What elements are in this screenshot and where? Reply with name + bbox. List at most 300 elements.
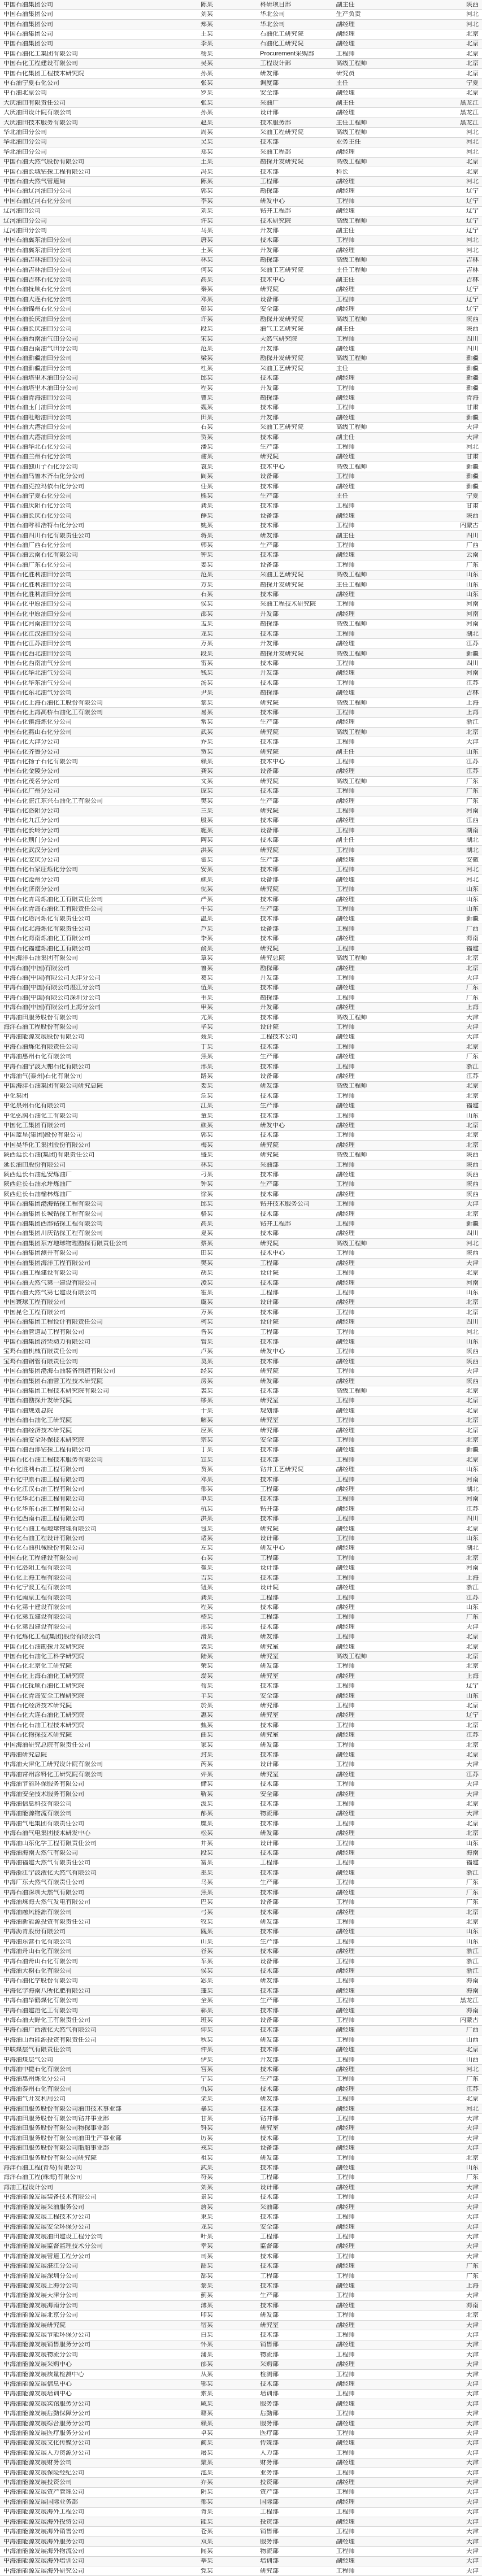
department-cell: 工程部 bbox=[260, 2509, 279, 2516]
region-cell: 天津 bbox=[466, 1201, 479, 1208]
table-row bbox=[0, 1003, 482, 1012]
table-row bbox=[0, 1033, 482, 1042]
region-cell: 天津 bbox=[466, 2518, 479, 2525]
contact-cell: 阴某 bbox=[201, 2489, 213, 2496]
position-cell: 高级工程师 bbox=[336, 955, 367, 962]
position-cell: 副经理 bbox=[336, 2145, 355, 2152]
region-cell: 陕西 bbox=[466, 1250, 479, 1257]
position-cell: 副经理 bbox=[336, 916, 355, 923]
position-cell: 副经理 bbox=[336, 31, 355, 37]
contact-cell: 周某 bbox=[201, 129, 213, 136]
region-cell: 新疆 bbox=[466, 1447, 479, 1454]
position-cell: 工程师 bbox=[336, 2312, 355, 2319]
company-cell: 中国石化广州分公司 bbox=[3, 788, 59, 795]
region-cell: 北京 bbox=[466, 1702, 479, 1709]
company-cell: 中海油能源发展保险经纪公司 bbox=[3, 2469, 84, 2476]
position-cell: 副经理 bbox=[336, 21, 355, 28]
company-cell: 中国海油研究总院有限责任公司 bbox=[3, 1742, 90, 1748]
region-cell: 天津 bbox=[466, 2548, 479, 2555]
company-cell: 中国石油天然气管道局 bbox=[3, 179, 66, 185]
contact-cell: 詹某 bbox=[201, 2204, 213, 2211]
department-cell: 采购部 bbox=[260, 2361, 279, 2368]
position-cell: 副经理 bbox=[336, 247, 355, 254]
region-cell: 河北 bbox=[466, 443, 479, 450]
table-row bbox=[0, 2537, 482, 2547]
table-row bbox=[0, 521, 482, 531]
company-cell: 中海油能源发展研究院 bbox=[3, 2322, 66, 2329]
region-cell: 浙江 bbox=[466, 1063, 479, 1070]
position-cell: 生产负责 bbox=[336, 11, 361, 18]
company-cell: 中国石油工程建设有限公司 bbox=[3, 1270, 78, 1277]
contact-cell: 石某 bbox=[201, 1555, 213, 1561]
department-cell: 设计院 bbox=[260, 1270, 279, 1277]
contact-cell: 宣某 bbox=[201, 1456, 213, 1463]
position-cell: 高级工程师 bbox=[336, 1387, 367, 1394]
contact-cell: 党某 bbox=[201, 2568, 213, 2574]
department-cell: 技术部 bbox=[260, 2027, 279, 2034]
company-cell: 中海油大榭石化有限公司 bbox=[3, 1968, 72, 1974]
contact-cell: 贺某 bbox=[201, 749, 213, 755]
position-cell: 工程师 bbox=[336, 945, 355, 952]
table-row bbox=[0, 1564, 482, 1573]
department-cell: 技术部 bbox=[260, 2194, 279, 2201]
region-cell: 上海 bbox=[466, 1004, 479, 1011]
contact-cell: 厉某 bbox=[201, 2135, 213, 2142]
position-cell: 工程师 bbox=[336, 1574, 355, 1581]
position-cell: 高级工程师 bbox=[336, 159, 367, 166]
region-cell: 天津 bbox=[466, 2410, 479, 2417]
company-cell: 中海油能源物流有限公司 bbox=[3, 1811, 72, 1817]
company-cell: 中国石化金陵分公司 bbox=[3, 768, 59, 775]
table-row bbox=[0, 2075, 482, 2085]
company-cell: 陕西延长石油(集团)有限责任公司 bbox=[3, 1152, 95, 1159]
company-cell: 华北油田分公司 bbox=[3, 149, 47, 155]
table-row bbox=[0, 40, 482, 49]
region-cell: 天津 bbox=[466, 2331, 479, 2338]
contact-cell: 龙某 bbox=[201, 630, 213, 637]
position-cell: 副经理 bbox=[336, 414, 355, 421]
department-cell: 技术部 bbox=[260, 2331, 279, 2338]
department-cell: 设备部 bbox=[260, 1899, 279, 1906]
company-cell: 中海油惠州炼化分公司 bbox=[3, 2076, 66, 2083]
position-cell: 副经理 bbox=[336, 2047, 355, 2053]
contact-cell: 高某 bbox=[201, 1221, 213, 1228]
region-cell: 湖北 bbox=[466, 630, 479, 637]
region-cell: 北京 bbox=[466, 1270, 479, 1277]
company-cell: 中国石化青岛石油化工有限责任公司 bbox=[3, 906, 103, 913]
region-cell: 河南 bbox=[466, 670, 479, 677]
company-cell: 中石化南京工程有限公司 bbox=[3, 1594, 72, 1601]
table-row bbox=[0, 816, 482, 826]
region-cell: 河南 bbox=[466, 611, 479, 617]
contact-cell: 钟某 bbox=[201, 1181, 213, 1188]
contact-cell: 宿某 bbox=[201, 2322, 213, 2329]
table-row bbox=[0, 207, 482, 216]
department-cell: 技术部 bbox=[260, 1909, 279, 1916]
position-cell: 副经理 bbox=[336, 1565, 355, 1572]
company-cell: 中海油舟山石化有限公司 bbox=[3, 1948, 72, 1955]
contact-cell: 侯某 bbox=[201, 1968, 213, 1974]
position-cell: 工程师 bbox=[336, 237, 355, 244]
table-row bbox=[0, 226, 482, 236]
company-cell: 中国石化福建炼油化工有限公司 bbox=[3, 945, 90, 952]
contact-cell: 蔡某 bbox=[201, 1240, 213, 1247]
company-cell: 中国石油集团济柴动力有限公司 bbox=[3, 1338, 90, 1345]
company-cell: 中国石油玉门油田分公司 bbox=[3, 404, 72, 411]
position-cell: 高级工程师 bbox=[336, 257, 367, 264]
company-cell: 中石化宁波工程有限公司 bbox=[3, 1585, 72, 1591]
table-row bbox=[0, 1317, 482, 1327]
department-cell: 技术部 bbox=[260, 1496, 279, 1503]
position-cell: 副经理 bbox=[336, 1752, 355, 1759]
contact-cell: 芮某 bbox=[201, 1761, 213, 1768]
contact-cell: 莘某 bbox=[201, 2558, 213, 2565]
region-cell: 河北 bbox=[466, 237, 479, 244]
position-cell: 工程师 bbox=[336, 2194, 355, 2201]
department-cell: 研究室 bbox=[260, 2322, 279, 2329]
department-cell: 设计院 bbox=[260, 1585, 279, 1591]
company-cell: 中海油能源发展海外投资公司 bbox=[3, 2518, 84, 2525]
table-row bbox=[0, 2173, 482, 2183]
position-cell: 高级工程师 bbox=[336, 1152, 367, 1159]
contact-cell: 郑某 bbox=[201, 21, 213, 28]
table-row bbox=[0, 59, 482, 68]
table-row bbox=[0, 236, 482, 246]
table-row bbox=[0, 2281, 482, 2291]
region-cell: 北京 bbox=[466, 159, 479, 166]
contact-cell: 尹某 bbox=[201, 690, 213, 697]
company-cell: 中国石油塔里木油田分公司 bbox=[3, 385, 78, 391]
table-row bbox=[0, 364, 482, 373]
position-cell: 工程师 bbox=[336, 994, 355, 1001]
position-cell: 副经理 bbox=[336, 1427, 355, 1434]
contact-cell: 刘某 bbox=[201, 2184, 213, 2191]
department-cell: 勘探开发研究院 bbox=[260, 650, 304, 657]
contact-cell: 林某 bbox=[201, 257, 213, 264]
table-row bbox=[0, 2016, 482, 2025]
position-cell: 副经理 bbox=[336, 719, 355, 726]
region-cell: 天津 bbox=[466, 1368, 479, 1375]
company-cell: 中海油能源发展海外工程公司 bbox=[3, 2509, 84, 2516]
contact-cell: 龚某 bbox=[201, 768, 213, 775]
position-cell: 工程师 bbox=[336, 2469, 355, 2476]
contact-cell: 钱某 bbox=[201, 670, 213, 677]
department-cell: 生产部 bbox=[260, 1879, 279, 1886]
region-cell: 河北 bbox=[466, 867, 479, 873]
position-cell: 副经理 bbox=[336, 670, 355, 677]
company-cell: 中海石油(中国)有限公司湛江分公司 bbox=[3, 985, 101, 991]
region-cell: 河北 bbox=[466, 21, 479, 28]
region-cell: 山东 bbox=[466, 1929, 479, 1935]
region-cell: 新疆 bbox=[466, 355, 479, 362]
contact-cell: 邓某 bbox=[201, 1476, 213, 1483]
table-row bbox=[0, 2026, 482, 2035]
position-cell: 副经理 bbox=[336, 1968, 355, 1974]
department-cell: 研究院 bbox=[260, 778, 279, 785]
contact-cell: 束某 bbox=[201, 2214, 213, 2221]
region-cell: 辽宁 bbox=[466, 1712, 479, 1719]
contact-cell: 干某 bbox=[201, 1407, 213, 1414]
department-cell: 技术部 bbox=[260, 1820, 279, 1827]
position-cell: 工程师 bbox=[336, 1250, 355, 1257]
table-row bbox=[0, 2547, 482, 2556]
table-row bbox=[0, 2517, 482, 2527]
department-cell: 钻井部 bbox=[260, 2116, 279, 2122]
contact-cell: 范某 bbox=[201, 345, 213, 352]
table-row bbox=[0, 885, 482, 895]
department-cell: 设计部 bbox=[260, 110, 279, 116]
department-cell: 技术中心 bbox=[260, 1250, 285, 1257]
table-row bbox=[0, 452, 482, 462]
contact-cell: 陈某 bbox=[201, 1, 213, 8]
position-cell: 工程师 bbox=[336, 1663, 355, 1670]
position-cell: 工程师 bbox=[336, 827, 355, 834]
table-row bbox=[0, 2448, 482, 2458]
table-row bbox=[0, 1357, 482, 1367]
region-cell: 山东 bbox=[466, 2165, 479, 2172]
region-cell: 新疆 bbox=[466, 650, 479, 657]
company-cell: 中国石油西南油气田分公司 bbox=[3, 345, 78, 352]
company-cell: 中国石化物探技术研究院 bbox=[3, 1732, 72, 1739]
table-row bbox=[0, 1868, 482, 1878]
company-cell: 中国石油集团工程技术研究院有限公司 bbox=[3, 1387, 109, 1394]
company-cell: 中国石化茂名分公司 bbox=[3, 778, 59, 785]
region-cell: 山东 bbox=[466, 572, 479, 578]
table-row bbox=[0, 403, 482, 413]
table-row bbox=[0, 688, 482, 698]
department-cell: 技术部 bbox=[260, 2086, 279, 2092]
region-cell: 辽宁 bbox=[466, 1683, 479, 1690]
department-cell: 技术部 bbox=[260, 1230, 279, 1237]
department-cell: 技术部 bbox=[260, 2135, 279, 2142]
region-cell: 福建 bbox=[466, 1860, 479, 1866]
contact-cell: 宁某 bbox=[201, 2076, 213, 2083]
contact-cell: 唐某 bbox=[201, 237, 213, 244]
department-cell: 采油工艺研究院 bbox=[260, 267, 304, 273]
company-cell: 中海石油(中国)有限公司上海分公司 bbox=[3, 1004, 101, 1011]
contact-cell: 常某 bbox=[201, 719, 213, 726]
company-cell: 中国石化洛阳分公司 bbox=[3, 808, 59, 815]
region-cell: 陕西 bbox=[466, 1191, 479, 1198]
department-cell: 研发部 bbox=[260, 2312, 279, 2319]
position-cell: 副经理 bbox=[336, 208, 355, 215]
company-cell: 中国石化石油化工科学研究院 bbox=[3, 1653, 84, 1660]
position-cell: 副经理 bbox=[336, 690, 355, 697]
department-cell: 物流部 bbox=[260, 1811, 279, 1817]
company-cell: 中国石化荆门分公司 bbox=[3, 837, 59, 844]
company-cell: 中海油能源发展海外物流公司 bbox=[3, 2548, 84, 2555]
company-cell: 中国石油集团川庆钻探工程有限公司 bbox=[3, 1230, 103, 1237]
position-cell: 副经理 bbox=[336, 1054, 355, 1060]
region-cell: 陕西 bbox=[466, 1, 479, 8]
table-row bbox=[0, 1721, 482, 1730]
contact-cell: 武某 bbox=[201, 729, 213, 736]
company-cell: 中海油田服务股份有限公司物探事业部 bbox=[3, 2125, 109, 2132]
position-cell: 工程师 bbox=[336, 2056, 355, 2063]
contact-cell: 王某 bbox=[201, 31, 213, 37]
contact-cell: 江某 bbox=[201, 1103, 213, 1109]
region-cell: 天津 bbox=[466, 2529, 479, 2535]
table-row bbox=[0, 147, 482, 157]
contact-cell: 郗某 bbox=[201, 2007, 213, 2014]
contact-cell: 甘某 bbox=[201, 2116, 213, 2122]
contact-cell: 乔某 bbox=[201, 739, 213, 746]
contact-cell: 赵某 bbox=[201, 119, 213, 126]
position-cell: 副经理 bbox=[336, 2322, 355, 2329]
position-cell: 工程师 bbox=[336, 2391, 355, 2397]
department-cell: 采油部 bbox=[260, 2204, 279, 2211]
department-cell: 研发中心 bbox=[260, 1348, 285, 1355]
contact-cell: 季某 bbox=[201, 935, 213, 942]
contact-cell: 裘某 bbox=[201, 1387, 213, 1394]
table-row bbox=[0, 413, 482, 423]
department-cell: 开发部 bbox=[260, 228, 279, 234]
contact-cell: 高某 bbox=[201, 277, 213, 284]
department-cell: 生产部 bbox=[260, 1054, 279, 1060]
contact-cell: 白某 bbox=[201, 2331, 213, 2338]
department-cell: 开发部 bbox=[260, 670, 279, 677]
department-cell: 物流部 bbox=[260, 2351, 279, 2358]
contact-cell: 宗某 bbox=[201, 1437, 213, 1444]
position-cell: 工程师 bbox=[336, 680, 355, 686]
region-cell: 天津 bbox=[466, 2440, 479, 2447]
company-cell: 中国石油大连石化分公司 bbox=[3, 296, 72, 303]
department-cell: 工程部 bbox=[260, 1614, 279, 1621]
department-cell: 培训部 bbox=[260, 2391, 279, 2397]
company-cell: 中海油能源发展资产管理公司 bbox=[3, 2489, 84, 2496]
position-cell: 副经理 bbox=[336, 611, 355, 617]
contact-cell: 封某 bbox=[201, 1752, 213, 1759]
position-cell: 工程师 bbox=[336, 198, 355, 204]
contact-cell: 卢某 bbox=[201, 1348, 213, 1355]
contact-cell: 石某 bbox=[201, 591, 213, 598]
table-row bbox=[0, 1996, 482, 2005]
position-cell: 副经理 bbox=[336, 1987, 355, 1994]
position-cell: 副经理 bbox=[336, 1791, 355, 1798]
region-cell: 新疆 bbox=[466, 473, 479, 480]
company-cell: 陕西延长石油永坪炼油厂 bbox=[3, 1181, 72, 1188]
department-cell: 技术部 bbox=[260, 2007, 279, 2014]
region-cell: 广东 bbox=[466, 1879, 479, 1886]
table-row bbox=[0, 698, 482, 708]
company-cell: 中国石化抚顺石油化工研究院 bbox=[3, 1683, 84, 1690]
company-cell: 中国石化华东油气分公司 bbox=[3, 680, 72, 686]
contact-cell: 曲某 bbox=[201, 1732, 213, 1739]
region-cell: 河北 bbox=[466, 129, 479, 136]
table-row bbox=[0, 649, 482, 659]
contact-cell: 谢某 bbox=[201, 454, 213, 460]
department-cell: 研究室 bbox=[260, 2125, 279, 2132]
position-cell: 副经理 bbox=[336, 2282, 355, 2289]
company-cell: 中海石油(中国)有限公司天津分公司 bbox=[3, 974, 101, 981]
region-cell: 天津 bbox=[466, 2322, 479, 2329]
company-cell: 中国石油安全环保技术研究院 bbox=[3, 1437, 84, 1444]
position-cell: 副主任 bbox=[336, 837, 355, 844]
region-cell: 新疆 bbox=[466, 916, 479, 923]
region-cell: 北京 bbox=[466, 1043, 479, 1050]
contact-cell: 牛某 bbox=[201, 906, 213, 913]
department-cell: 研究院 bbox=[260, 808, 279, 815]
position-cell: 工程师 bbox=[336, 503, 355, 510]
region-cell: 福建 bbox=[466, 945, 479, 952]
position-cell: 工程师 bbox=[336, 709, 355, 716]
contact-cell: 霍某 bbox=[201, 1289, 213, 1296]
company-cell: 中国石油石油化工研究院 bbox=[3, 1417, 72, 1424]
department-cell: 设计部 bbox=[260, 1840, 279, 1847]
department-cell: 天然气研究院 bbox=[260, 336, 298, 342]
table-row bbox=[0, 1141, 482, 1150]
region-cell: 新疆 bbox=[466, 385, 479, 391]
position-cell: 高级工程师 bbox=[336, 650, 367, 657]
department-cell: 研究总院 bbox=[260, 955, 285, 962]
table-row bbox=[0, 797, 482, 806]
department-cell: 勘探开发研究院 bbox=[260, 355, 304, 362]
region-cell: 天津 bbox=[466, 1761, 479, 1768]
region-cell: 山东 bbox=[466, 1338, 479, 1345]
position-cell: 工程师 bbox=[336, 1456, 355, 1463]
department-cell: 华北公司 bbox=[260, 11, 285, 18]
company-cell: 中海油能源发展文化传媒分公司 bbox=[3, 2440, 90, 2447]
position-cell: 工程师 bbox=[336, 1221, 355, 1228]
department-cell: 研究室 bbox=[260, 1417, 279, 1424]
company-cell: 中国石油新疆油田分公司 bbox=[3, 355, 72, 362]
company-cell: 中国石油冀东油田分公司 bbox=[3, 237, 72, 244]
contact-cell: 魏某 bbox=[201, 404, 213, 411]
position-cell: 工程师 bbox=[336, 1309, 355, 1316]
table-row bbox=[0, 1446, 482, 1455]
contact-cell: 彭某 bbox=[201, 306, 213, 313]
table-row bbox=[0, 20, 482, 29]
table-row bbox=[0, 629, 482, 639]
region-cell: 广东 bbox=[466, 562, 479, 568]
department-cell: 研发部 bbox=[260, 1378, 279, 1385]
contact-cell: 宋某 bbox=[201, 336, 213, 342]
region-cell: 天津 bbox=[466, 2568, 479, 2574]
department-cell: 技术部 bbox=[260, 1781, 279, 1788]
department-cell: 生产部 bbox=[260, 1103, 279, 1109]
company-cell: 中石化西南石油工程有限公司 bbox=[3, 1516, 84, 1522]
table-row bbox=[0, 1888, 482, 1898]
department-cell: 技术部 bbox=[260, 1211, 279, 1217]
contact-cell: 易某 bbox=[201, 709, 213, 716]
position-cell: 副经理 bbox=[336, 641, 355, 647]
department-cell: 技术部 bbox=[260, 1476, 279, 1483]
department-cell: 后勤部 bbox=[260, 2410, 279, 2417]
region-cell: 天津 bbox=[466, 2223, 479, 2230]
region-cell: 江苏 bbox=[466, 1732, 479, 1739]
region-cell: 陕西 bbox=[466, 316, 479, 323]
company-cell: 中国石油抚顺石化分公司 bbox=[3, 286, 72, 293]
company-cell: 海油工程设计公司 bbox=[3, 2184, 53, 2191]
table-row bbox=[0, 1780, 482, 1790]
table-row bbox=[0, 1072, 482, 1081]
contact-cell: 鲁某 bbox=[201, 965, 213, 972]
company-cell: 中石化上海工程有限公司 bbox=[3, 1574, 72, 1581]
position-cell: 工程师 bbox=[336, 1437, 355, 1444]
region-cell: 天津 bbox=[466, 2194, 479, 2201]
region-cell: 四川 bbox=[466, 1516, 479, 1522]
table-row bbox=[0, 2488, 482, 2497]
region-cell: 吉林 bbox=[466, 690, 479, 697]
table-row bbox=[0, 2222, 482, 2232]
department-cell: 研究院 bbox=[260, 1368, 279, 1375]
company-cell: 中国石化江汉油田分公司 bbox=[3, 630, 72, 637]
contact-cell: 缪某 bbox=[201, 1398, 213, 1404]
contact-cell: 马某 bbox=[201, 228, 213, 234]
department-cell: 技术部 bbox=[260, 1948, 279, 1955]
position-cell: 副经理 bbox=[336, 110, 355, 116]
department-cell: 研发中心 bbox=[260, 1122, 285, 1129]
